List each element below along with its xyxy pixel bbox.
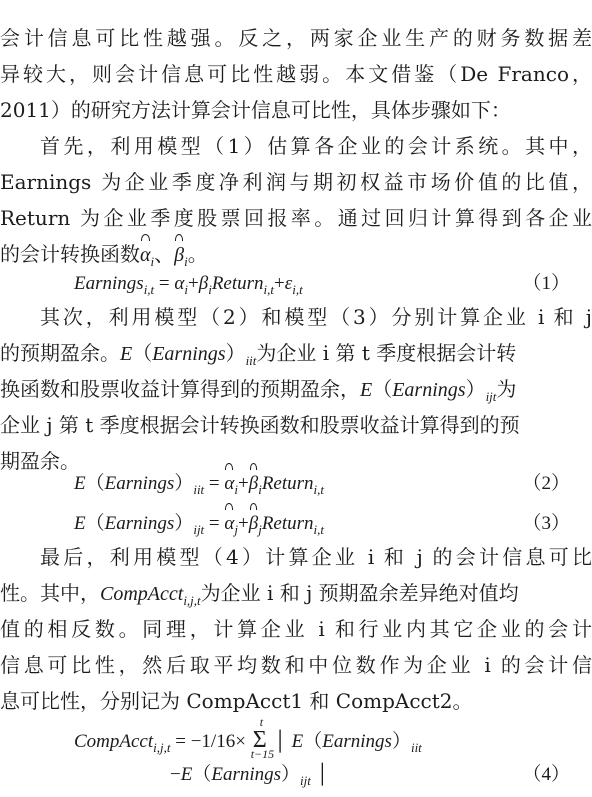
text-line: 异较大，则会计信息可比性越弱。本文借鉴（De Franco， bbox=[0, 62, 592, 86]
text-line: 最后，利用模型（4）计算企业 i 和 j 的会计信息可比 bbox=[40, 545, 592, 569]
text-line: 息可比性，分别记为 CompAcct1 和 CompAcct2。 bbox=[0, 689, 473, 713]
text-line: Return 为企业季度股票回报率。通过回归计算得到各企业 bbox=[0, 206, 592, 230]
text-line: 期盈余。 bbox=[0, 449, 80, 473]
equation-3-number: （3） bbox=[522, 513, 570, 534]
text-line: 性。其中，CompAcct$_{i,j,t}$为企业 i 和 j 预期盈余差异绝对值均 bbox=[0, 581, 519, 608]
expected-earnings-j: $E(Earnings)_{ijt}$ bbox=[360, 379, 497, 404]
beta-hat-inline: $\beta_i$ bbox=[174, 244, 188, 266]
equation-4-line-2: $-E(Earnings)_{ijt}$ │ bbox=[170, 764, 330, 788]
text-line: 会计信息可比性越强。反之，两家企业生产的财务数据差 bbox=[0, 26, 592, 50]
text-line: 首先，利用模型（1）估算各企业的会计系统。其中， bbox=[40, 134, 592, 158]
equation-1: Earnings$_{i,t}$ = $\alpha_i+\beta_iReturn_{i,t}+\varepsilon_{i,t}$ bbox=[74, 273, 303, 297]
text-line: 信息可比性，然后取平均数和中位数作为企业 i 的会计信 bbox=[0, 653, 592, 677]
compacct-inline: CompAcct$_{i,j,t}$ bbox=[100, 583, 201, 608]
equation-4: CompAcct$_{i,j,t}$ = −1/16× Σ t t−15 │ $E(Earnings)_{iit}$ bbox=[74, 715, 422, 761]
text-line: 的预期盈余。$E(Earnings)_{iit}$为企业 i 第 t 季度根据会计转 bbox=[0, 341, 517, 368]
text-line: 企业 j 第 t 季度根据会计转换函数和股票收益计算得到的预 bbox=[0, 413, 520, 437]
summation-symbol: Σ t t−15 bbox=[250, 715, 275, 761]
equation-2-number: （2） bbox=[522, 473, 570, 494]
equation-1-number: （1） bbox=[522, 273, 570, 294]
equation-4-number: （4） bbox=[522, 764, 570, 785]
text-line: 的会计转换函数$\alpha_i$、$\beta_i$。 bbox=[0, 236, 592, 272]
text-line: Earnings 为企业季度净利润与期初权益市场价值的比值， bbox=[0, 170, 592, 194]
text-line: 其次，利用模型（2）和模型（3）分别计算企业 i 和 j bbox=[40, 305, 592, 329]
text-line: 值的相反数。同理，计算企业 i 和行业内其它企业的会计 bbox=[0, 617, 592, 641]
text-line: 2011）的研究方法计算会计信息可比性，具体步骤如下： bbox=[0, 98, 511, 122]
alpha-hat-inline: $\alpha_i$ bbox=[140, 244, 154, 266]
equation-2: $E(Earnings)_{iit}$ = $\alpha_i+\beta_iReturn_{i,t}$ bbox=[74, 466, 324, 502]
equation-3: $E(Earnings)_{ijt}$ = $\alpha_j+\beta_jReturn_{i,t}$ bbox=[74, 506, 324, 542]
expected-earnings-i: $E(Earnings)_{iit}$ bbox=[120, 343, 257, 368]
text-line: 换函数和股票收益计算得到的预期盈余，$E(Earnings)_{ijt}$为 bbox=[0, 377, 517, 404]
